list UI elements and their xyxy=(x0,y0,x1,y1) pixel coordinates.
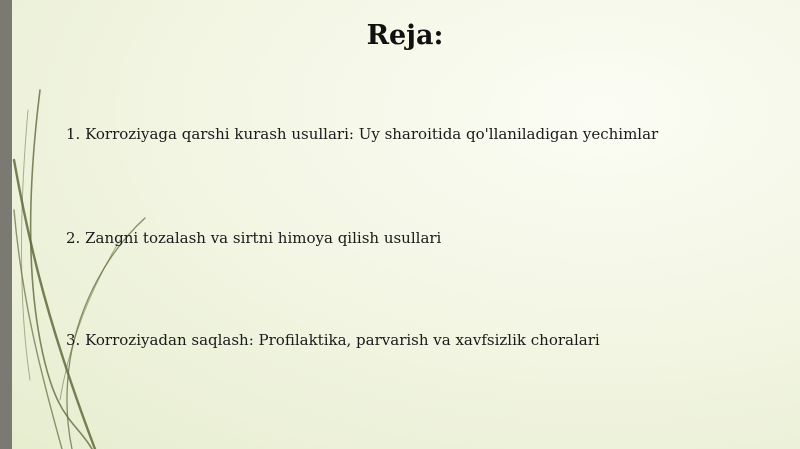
grass-blade xyxy=(22,110,31,380)
grass-blade xyxy=(14,160,95,449)
agenda-item-1: 1. Korroziyaga qarshi kurash usullari: Uy sharoitida qo'llaniladigan yechimlar xyxy=(66,125,659,143)
slide-title: Reja: xyxy=(366,20,444,51)
grass-decoration xyxy=(0,0,200,449)
agenda-item-3: 3. Korroziyadan saqlash: Profilaktika, parvarish va xavfsizlik choralari xyxy=(66,331,600,349)
agenda-item-2: 2. Zangni tozalash va sirtni himoya qilish usullari xyxy=(66,229,442,247)
